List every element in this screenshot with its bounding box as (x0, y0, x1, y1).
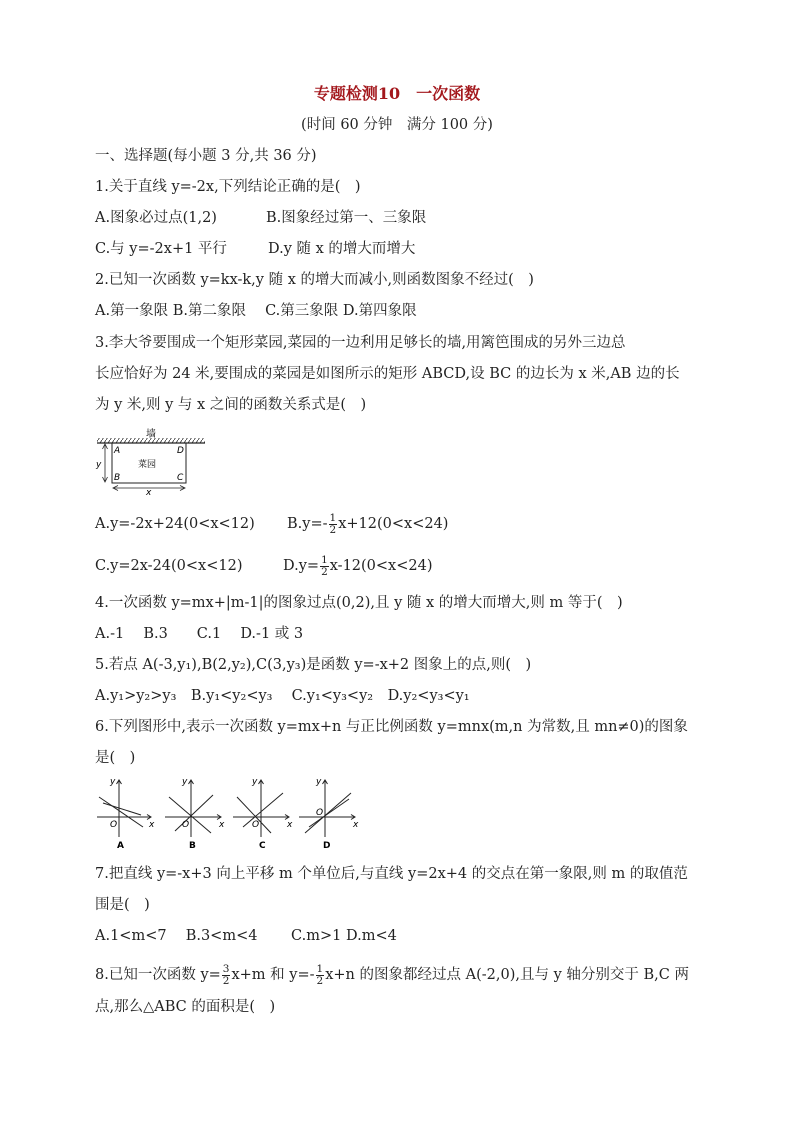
question-2-options: A.第一象限 B.第二象限 C.第三象限 D.第四象限 (95, 303, 417, 319)
question-3-line-2: 长应恰好为 24 米,要围成的菜园是如图所示的矩形 ABCD,设 BC 的边长为 x 米,AB 边的长 (95, 366, 680, 382)
svg-text:y: y (252, 777, 258, 787)
question-7-options: A.1<m<7 B.3<m<4 C.m>1 D.m<4 (95, 928, 397, 944)
question-1-option-b: B.图象经过第一、三象限 (266, 210, 427, 226)
question-4-options: A.-1 B.3 C.1 D.-1 或 3 (95, 626, 304, 642)
question-2-stem: 2.已知一次函数 y=kx-k,y 随 x 的增大而减小,则函数图象不经过( ) (95, 272, 534, 288)
vertex-b: B (114, 473, 121, 483)
line-1 (305, 793, 351, 833)
question-1-stem: 1.关于直线 y=-2x,下列结论正确的是( ) (95, 179, 361, 195)
fraction-one-half: $\frac{1}{2}$ (316, 962, 324, 987)
question-7-line-1: 7.把直线 y=-x+3 向上平移 m 个单位后,与直线 y=2x+4 的交点在第一象限,则 m 的取值范 (95, 866, 688, 882)
vertex-c: C (177, 473, 184, 483)
question-3-option-d: D.y= $\frac{1}{2}$ x-12(0<x<24) (283, 553, 433, 578)
svg-text:y: y (182, 777, 188, 787)
svg-text:x: x (353, 820, 359, 830)
question-7-line-2: 围是( ) (95, 897, 150, 913)
svg-text:O: O (110, 820, 118, 830)
page-title: 专题检测10 一次函数 (313, 84, 481, 103)
question-3-line-3: 为 y 米,则 y 与 x 之间的函数关系式是( ) (95, 397, 367, 413)
question-5-stem: 5.若点 A(-3,y₁),B(2,y₂),C(3,y₃)是函数 y=-x+2 图象上的点,则( ) (95, 657, 532, 673)
graph-b (165, 777, 225, 850)
svg-text:x: x (287, 820, 293, 830)
line-1 (99, 797, 143, 827)
graph-label-b: B (189, 841, 196, 850)
svg-text:O: O (252, 820, 260, 830)
fraction-one-half: $\frac{1}{2}$ (329, 511, 337, 536)
svg-text:x: x (149, 820, 155, 830)
question-6-line-2: 是( ) (95, 750, 136, 766)
graph-label-a: A (117, 841, 124, 850)
page-subtitle: (时间 60 分钟 满分 100 分) (301, 117, 493, 133)
question-3-option-b: B.y=- $\frac{1}{2}$ x+12(0<x<24) (287, 511, 449, 536)
svg-text:O: O (316, 808, 324, 818)
fraction-one-half: $\frac{1}{2}$ (321, 553, 328, 578)
fraction-three-halves: $\frac{3}{2}$ (222, 962, 230, 987)
y-dimension-label: y (96, 460, 102, 470)
vertex-a: A (114, 446, 121, 456)
question-1-option-d: D.y 随 x 的增大而增大 (268, 241, 416, 257)
svg-text:y: y (316, 777, 322, 787)
question-1-option-a: A.图象必过点(1,2) (95, 210, 217, 226)
graph-label-c: C (259, 841, 266, 850)
question-4-stem: 4.一次函数 y=mx+|m-1|的图象过点(0,2),且 y 随 x 的增大而增大,则 m 等于( ) (95, 595, 623, 611)
line-2 (175, 795, 213, 831)
svg-text:x: x (219, 820, 225, 830)
wall-label: 墙 (146, 429, 156, 440)
question-1-option-c: C.与 y=-2x+1 平行 (95, 241, 227, 257)
question-3-option-c: C.y=2x-24(0<x<12) (95, 558, 243, 574)
graph-c (233, 777, 293, 850)
question-3-option-a: A.y=-2x+24(0<x<12) (95, 516, 255, 532)
question-8-line-2: 点,那么△ABC 的面积是( ) (95, 999, 276, 1015)
section-heading: 一、选择题(每小题 3 分,共 36 分) (95, 148, 317, 164)
question-5-options: A.y₁>y₂>y₃ B.y₁<y₂<y₃ C.y₁<y₃<y₂ D.y₂<y₃<y₁ (95, 688, 470, 704)
graph-d (299, 777, 359, 850)
x-dimension-label: x (146, 488, 152, 496)
svg-text:y: y (110, 777, 116, 787)
question-3-line-1: 3.李大爷要围成一个矩形菜园,菜园的一边利用足够长的墙,用篱笆围成的另外三边总 (95, 335, 626, 351)
line-2 (309, 799, 349, 827)
garden-label: 菜园 (138, 460, 157, 470)
question-6-line-1: 6.下列图形中,表示一次函数 y=mx+n 与正比例函数 y=mnx(m,n 为常数,且 mn≠0)的图象 (95, 719, 688, 735)
graph-options-figure (93, 775, 363, 850)
graph-label-d: D (323, 841, 331, 850)
svg-text:O: O (182, 820, 190, 830)
garden-figure (94, 428, 210, 496)
vertex-d: D (177, 446, 184, 456)
graph-a (97, 777, 155, 850)
question-8-line-1: 8.已知一次函数 y= $\frac{3}{2}$ x+m 和 y=- $\frac{1}{2}$ x+n 的图象都经过点 A(-2,0),且与 y 轴分别交于 B,C 两 (95, 962, 689, 987)
